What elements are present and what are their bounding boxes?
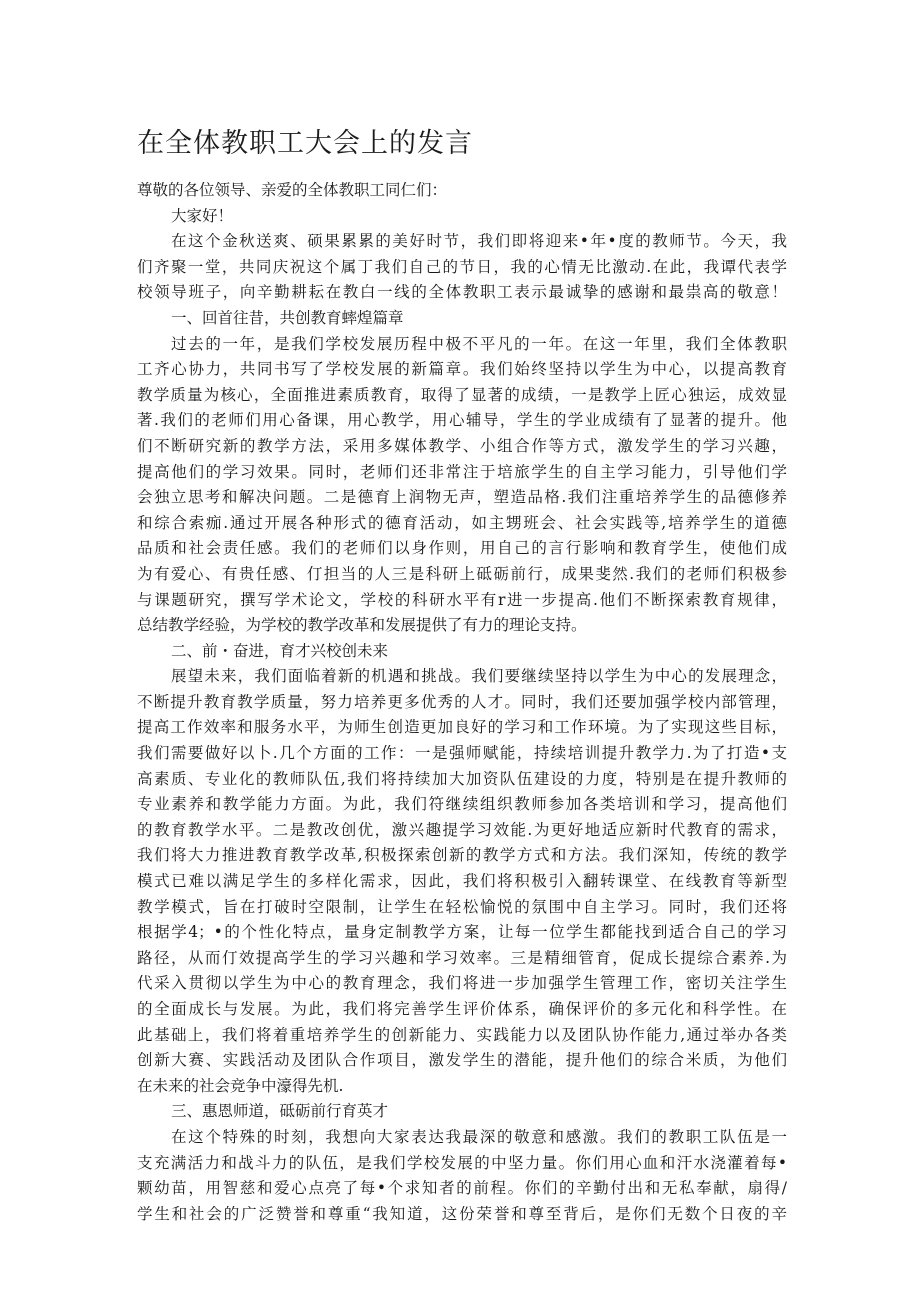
paragraph-line: 教学模式，旨在打破时空限制，让学生在轻松愉悦的氛围中自主学习。同时，我们还将 (137, 897, 787, 916)
document-body (137, 178, 787, 1227)
paragraph-line: 为有爱心、有贵任感、仃担当的人三是科研上砥砺前行，成果斐然.我们的老师们积极参 (137, 564, 787, 583)
paragraph-line: 路径，从而仃效提高学生的学习兴趣和学习效率。三是精细管育，促成长提综合素养.为 (137, 948, 787, 967)
paragraph-line: 展望未来，我们面临着新的机遇和挑战。我们要继续坚持以学生为中心的发展理念， (171, 667, 787, 686)
greeting: 大家好！ (171, 206, 234, 225)
paragraph-line: 在未来的社会竞争中濠得先机. (137, 1076, 344, 1095)
paragraph-line: 工齐心协力，共同书写了学校发展的新篇章。我们始终坚持以学生为中心，以提高教育 (137, 360, 787, 379)
section-2-paragraph (137, 664, 787, 1099)
section-1-paragraph (137, 332, 787, 639)
paragraph-line: 校领导班子，向辛勤耕耘在教白一线的全体教职工表示最诚挚的感谢和最祟高的敬意！ (137, 283, 787, 302)
document-title: 在全体教职工大会上的发言 (137, 128, 473, 159)
salutation: 尊敬的各位领导、亲爱的全体教职工同仁们： (137, 181, 448, 199)
paragraph-line: 过去的一年，是我们学校发展历程中极不平凡的一年。在这一年里，我们全体教职 (171, 334, 787, 353)
section-3-paragraph (137, 1125, 787, 1227)
paragraph-line: 在这个特殊的时刻，我想向大家表达我最深的敬意和感激。我们的教职工队伍是一 (171, 1127, 787, 1146)
paragraph-line: 学生和社会的广泛赞誉和尊重“我知道，这份荣誉和尊至背后，是你们无数个日夜的辛 (137, 1204, 787, 1223)
paragraph-line: 颗幼苗，用智慈和爱心点亮了每•个求知者的前程。你们的辛勤付出和无私奉献，扇得/ (137, 1179, 787, 1198)
paragraph-line: 创新大赛、实践活动及团队合作项目，激发学生的潜能，提升他们的综合米质，为他们 (137, 1051, 787, 1070)
paragraph-line: 们齐聚一堂，共同庆祝这个属丁我们自己的节日，我的心情无比激动.在此，我谭代表学 (137, 257, 787, 276)
paragraph-line: 提高工作效率和服务水平，为师生创造更加良好的学习和工作环境。为了实现这些目标， (137, 718, 787, 737)
paragraph-line: 的教育教学水平。二是教改创优，激兴趣提学习效能.为更好地适应新时代教育的需求， (137, 820, 787, 839)
paragraph-line: 和综合索痂.通过开展各种形式的德育活动，如主甥班会、社会实践等,培养学生的道德 (137, 513, 787, 532)
paragraph-line: 我们将大力推进教育教学改革,积极探索创新的教学方式和方法。我们深知，传统的教学 (137, 846, 787, 865)
paragraph-line: 提高他们的学习效果。同时，老师们还非常注于培旅学生的自主学习能力，引导他们学 (137, 462, 787, 481)
paragraph-line: 模式已难以满足学生的多样化需求，因此，我们将积极引入翻转课堂、在线教育等新型 (137, 872, 787, 891)
section-heading-2: 二、前・奋进，育才兴校创未来 (171, 641, 389, 660)
paragraph-line: 专业素养和教学能力方面。为此，我们符继续组织教师参加各类培训和学习，提高他们 (137, 795, 787, 814)
paragraph-line: 高素质、专业化的教师队伍,我们将持续加大加资队伍建设的力度，特别是在提升教师的 (137, 769, 787, 788)
intro-paragraph (137, 229, 787, 306)
section-heading-3: 三、惠恩师道，砥砺前行育英才 (171, 1102, 389, 1121)
paragraph-line: 与课题研究，撰写学术论文，学校的科研水平有r进一步提高.他们不断探索教育规律， (137, 590, 787, 609)
paragraph-line: 不断提升教育教学质量，努力培养更多优秀的人才。同时，我们还要加强学校内部管理， (137, 692, 787, 711)
paragraph-line: 我们需要做好以卜.几个方面的工作：一是强师赋能，持续培训提升教学力.为了打造•支 (137, 744, 787, 763)
paragraph-line: 支充满活力和战斗力的队伍，是我们学校发展的中坚力量。你们用心血和汗水浇灌着每• (137, 1153, 787, 1172)
paragraph-line: 著.我们的老师们用心备课，用心教学，用心辅导，学生的学业成绩有了显著的提升。他 (137, 411, 787, 430)
paragraph-line: 品质和社会责任感。我们的老师们以身作则，用自己的言行影响和教育学生，使他们成 (137, 539, 787, 558)
paragraph-line: 会独立思考和解决问题。二是德育上润物无声，塑造品格.我们注重培养学生的品德修养 (137, 488, 787, 507)
section-heading-1: 一、回首往昔，共创教育蟀煌篇章 (171, 308, 404, 327)
paragraph-line: 教学质量为核心，全面推进素质教育，取得了显著的成绩，一是教学上匠心独运，成效显 (137, 385, 787, 404)
paragraph-line: 们不断研究新的教学方法，采用多媒体教学、小组合作等方式，激发学生的学习兴趣， (137, 436, 787, 455)
paragraph-line: 代采入贯彻以学生为中心的教育理念，我们将进一步加强学生管理工作，密切关注学生 (137, 974, 787, 993)
paragraph-line: 在这个金秋送爽、硕果累累的美好时节，我们即将迎来•年•度的教师节。今天，我 (171, 232, 787, 251)
paragraph-line: 的全面成长与发展。为此，我们将完善学生评价体系，确保评价的多元化和科学性。在 (137, 1000, 787, 1018)
paragraph-line: 此基础上，我们将着重培养学生的创新能力、实践能力以及团队协作能力,通过举办各类 (137, 1025, 787, 1044)
paragraph-line: 总结教学经验，为学校的教学改革和发展提供了有力的理论支持。 (137, 616, 587, 635)
paragraph-line: 根据学4；•的个性化特点，量身定制教学方案，让每一位学生都能找到适合自己的学习 (137, 923, 787, 942)
